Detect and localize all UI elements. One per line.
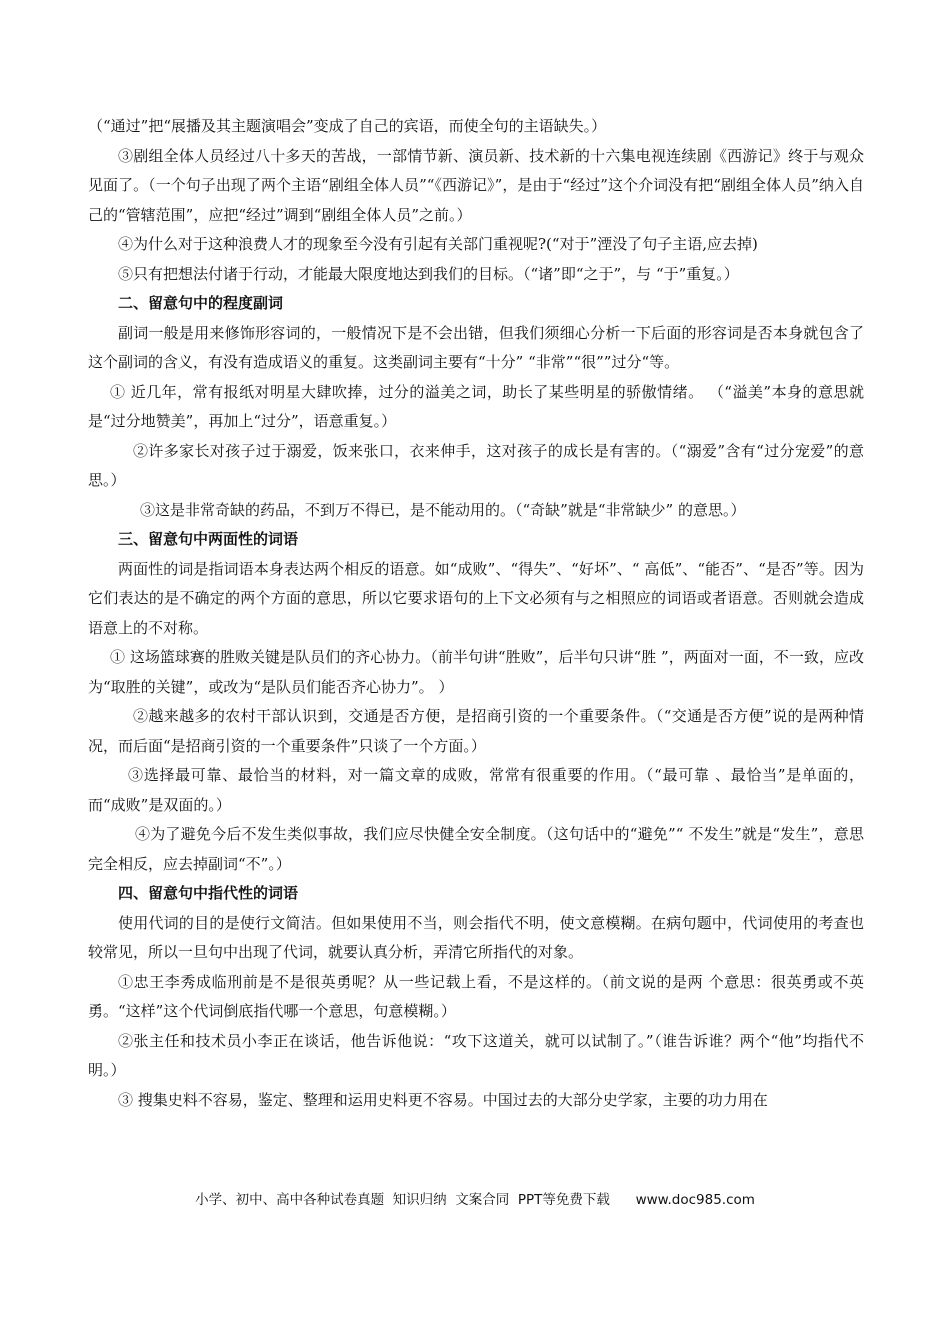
paragraph: 两面性的词是指词语本身表达两个相反的语意。如“成败”、“得失”、“好坏”、“ 高低”、“能否”、“是否”等。因为它们表达的是不确定的两个方面的意思，所以它要求语句的上下文必须有与之相照应的词语或者语意。否则就会造成语意上的不对称。 (88, 559, 864, 637)
paragraph: ⑤只有把想法付诸于行动，才能最大限度地达到我们的目标。（“诸”即“之于”，与 “于”重复。） (118, 264, 739, 283)
paragraph: （“通过”把“展播及其主题演唱会”变成了自己的宾语，而使全句的主语缺失。） (88, 117, 607, 135)
paragraph: ③这是非常奇缺的药品，不到万不得已，是不能动用的。（“奇缺”就是“非常缺少” 的意思。） (140, 500, 746, 519)
paragraph: 使用代词的目的是使行文简洁。但如果使用不当，则会指代不明，使文意模糊。在病句题中，代词使用的考查也较常见，所以一旦句中出现了代词，就要认真分析，弄清它所指代的对象。 (88, 913, 864, 961)
paragraph: ②张主任和技术员小李正在谈话，他告诉他说：“攻下这道关，就可以试制了。”（谁告诉谁？两个“他”均指代不明。） (88, 1031, 864, 1079)
paragraph: 副词一般是用来修饰形容词的，一般情况下是不会出错，但我们须细心分析一下后面的形容词是否本身就包含了这个副词的含义，有没有造成语义的重复。这类副词主要有“十分” “非常”“很””过分“等。 (88, 323, 864, 371)
document-body (88, 112, 864, 1115)
paragraph: ①忠王李秀成临刑前是不是很英勇呢？从一些记载上看，不是这样的。（前文说的是两 个意思：很英勇或不英勇。“这样”这个代词倒底指代哪一个意思，句意模糊。） (88, 972, 864, 1020)
paragraph: ③选择最可靠、最恰当的材料，对一篇文章的成败，常常有很重要的作用。（“最可靠 、最恰当”是单面的，而“成败”是双面的。） (88, 766, 864, 814)
paragraph: ②越来越多的农村干部认识到，交通是否方便，是招商引资的一个重要条件。（“交通是否方便”说的是两种情况，而后面“是招商引资的一个重要条件”只谈了一个方面。） (88, 707, 864, 755)
section-heading: 四、留意句中指代性的词语 (118, 884, 299, 902)
paragraph: ④为什么对于这种浪费人才的现象至今没有引起有关部门重视呢?(“对于”湮没了句子主语,应去掉) (118, 235, 758, 253)
section-heading: 二、留意句中的程度副词 (118, 294, 284, 312)
section-heading: 三、留意句中两面性的词语 (118, 530, 299, 548)
paragraph: ③ 搜集史料不容易，鉴定、整理和运用史料更不容易。中国过去的大部分史学家，主要的功力用在 (118, 1090, 768, 1109)
paragraph: ④为了避免今后不发生类似事故，我们应尽快健全安全制度。（这句话中的“避免”“ 不发生”就是“发生”，意思完全相反，应去掉副词“不”。） (88, 825, 864, 873)
paragraph: ① 近几年，常有报纸对明星大肆吹捧，过分的溢美之词，助长了某些明星的骄傲情绪。 （“溢美”本身的意思就是“过分地赞美”，再加上“过分”，语意重复。） (88, 382, 864, 430)
paragraph: ③剧组全体人员经过八十多天的苦战，一部情节新、演员新、技术新的十六集电视连续剧《西游记》终于与观众见面了。（一个句子出现了两个主语“剧组全体人员”“《西游记》”，是由于“经过”这个介词没有把“剧组全体人员”纳入自己的“管辖范围”，应把“经过”调到“剧组全体人员”之前。） (88, 146, 864, 224)
paragraph: ②许多家长对孩子过于溺爱，饭来张口，衣来伸手，这对孩子的成长是有害的。（“溺爱”含有“过分宠爱”的意思。） (88, 441, 864, 489)
paragraph: ① 这场篮球赛的胜败关键是队员们的齐心协力。（前半句讲“胜败”，后半句只讲“胜 ”，两面对一面，不一致，应改为“取胜的关键”，或改为“是队员们能否齐心协力”。 ） (88, 648, 864, 696)
page-footer: 小学、初中、高中各种试卷真题 知识归纳 文案合同 PPT等免费下载 www.doc985.com (195, 1192, 755, 1208)
